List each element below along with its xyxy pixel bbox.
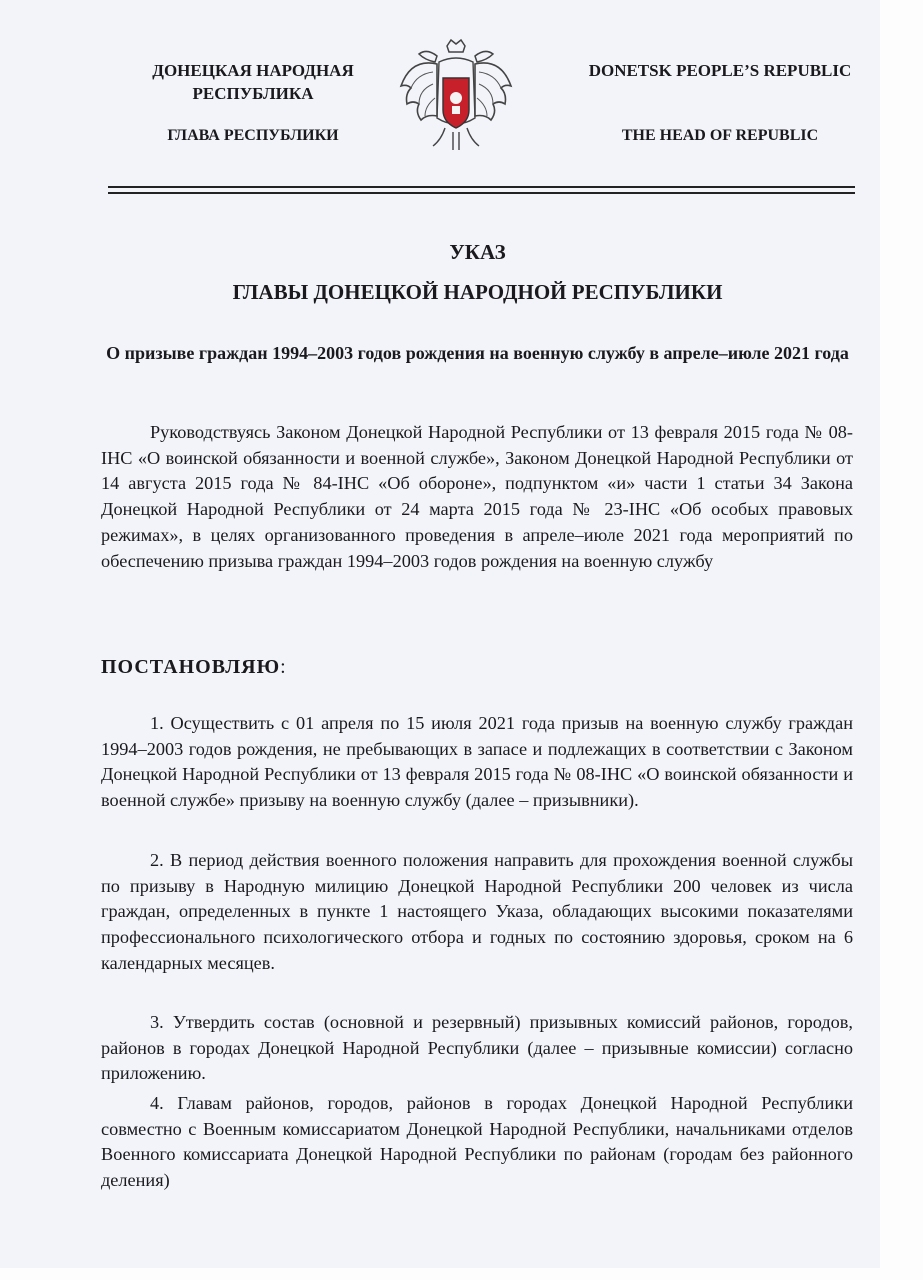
decree-colon: : [280, 656, 287, 678]
header-right-subtitle: THE HEAD OF REPUBLIC [621, 127, 819, 144]
decree-item-4: 4. Главам районов, городов, районов в городах Донецкой Народной Республики совместно с Военным комиссариатом Донецкой Народной Республики, начальниками отделов Военного комиссариата Донецкой Народной Республики по районам (городам без районного деления) [101, 1093, 853, 1191]
decree-heading [101, 656, 287, 679]
preamble-paragraph: Руководствуясь Законом Донецкой Народной Республики от 13 февраля 2015 года № 08-IНС «О воинской обязанности и военной службе», Законом Донецкой Народной Республики от 14 августа 2015 года № 84-IНС «Об обороне», подпунктом «и» части 1 статьи 34 Закона Донецкой Народной Республики от 24 марта 2015 года № 23-IНС «Об особых правовых режимах», в целях организованного проведения в апреле–июле 2021 года мероприятий по обеспечению призыва граждан 1994–2003 годов рождения на военную службу [101, 422, 853, 571]
coat-of-arms-eagle-icon [397, 38, 515, 156]
header-right-title: DONETSK PEOPLE’S REPUBLIC [588, 61, 852, 80]
header-divider-top [108, 186, 855, 188]
document-issuer: ГЛАВЫ ДОНЕЦКОЙ НАРОДНОЙ РЕСПУБЛИКИ [232, 280, 723, 304]
scan-margin-right [880, 0, 923, 1280]
decree-item-3: 3. Утвердить состав (основной и резервный) призывных комиссий районов, городов, районов в городах Донецкой Народной Республики (далее – призывные комиссии) согласно приложению. [101, 1012, 853, 1084]
document-subject: О призыве граждан 1994–2003 годов рождения на военную службу в апреле–июле 2021 года [106, 343, 849, 363]
decree-word: ПОСТАНОВЛЯЮ [101, 656, 281, 678]
header-left-title: ДОНЕЦКАЯ НАРОДНАЯ РЕСПУБЛИКА [152, 61, 354, 103]
decree-item-2: 2. В период действия военного положения направить для прохождения военной службы по призыву в Народную милицию Донецкой Народной Республики 200 человек из числа граждан, определенных в пункте 1 настоящего Указа, обладающих высокими показателями профессионального психологического отбора и годных по состоянию здоровья, сроком на 6 календарных месяцев. [101, 850, 853, 973]
decree-item-1: 1. Осуществить с 01 апреля по 15 июля 2021 года призыв на военную службу граждан 1994–2003 годов рождения, не пребывающих в запасе и подлежащих в соответствии с Законом Донецкой Народной Республики от 13 февраля 2015 года № 08-IНС «О воинской обязанности и военной службе» призыву на военную службу (далее – призывники). [101, 713, 853, 811]
header-left-subtitle: ГЛАВА РЕСПУБЛИКИ [167, 127, 339, 144]
scan-margin-bottom [0, 1268, 880, 1280]
header-divider-bottom [108, 192, 855, 194]
document-title: УКАЗ [449, 240, 506, 264]
